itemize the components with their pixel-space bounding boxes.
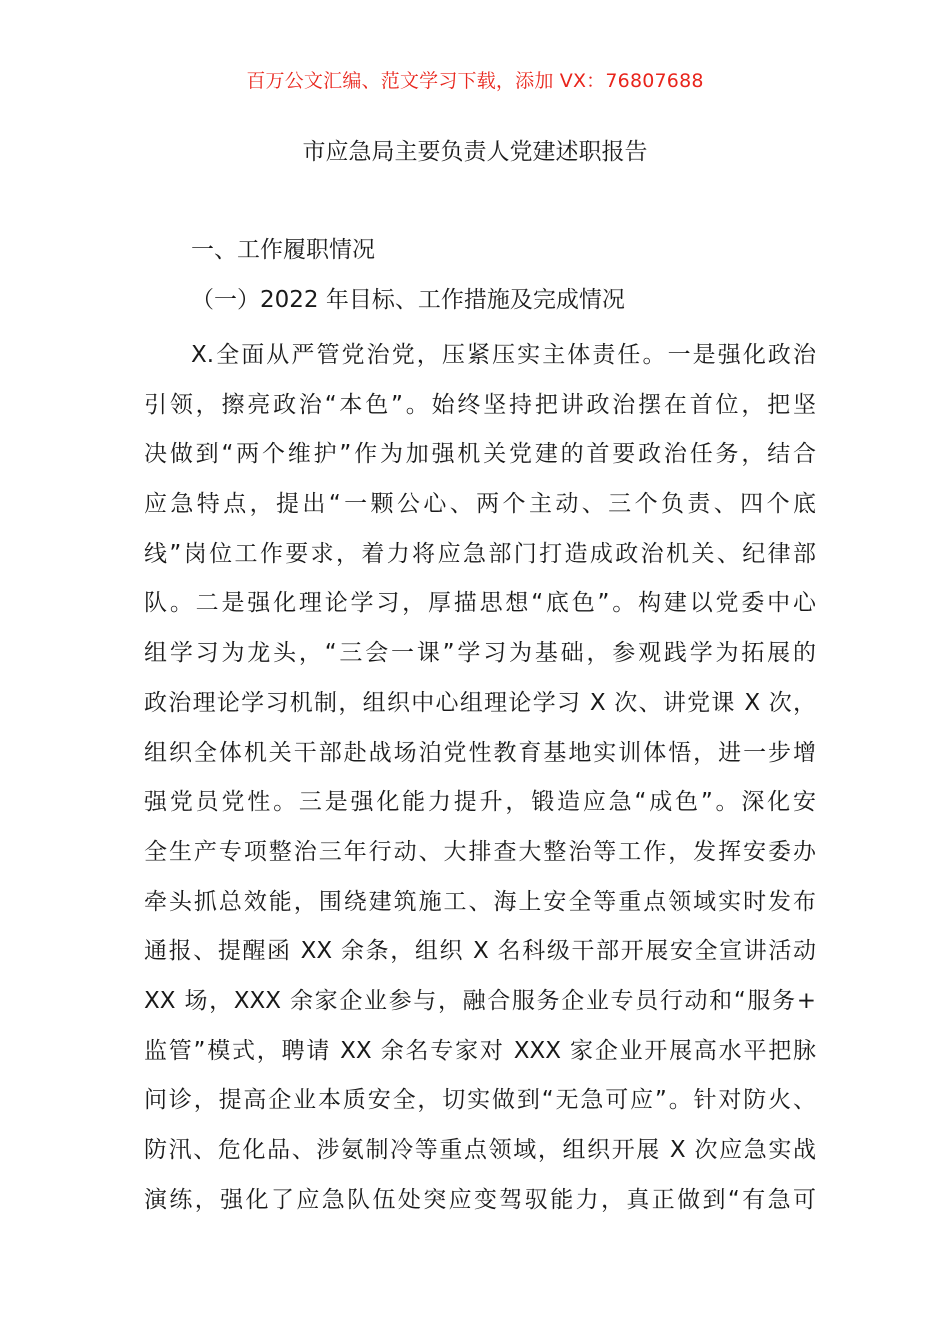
paragraph-line: 组织全体机关干部赴战场泊党性教育基地实训体悟，进一步增 [144, 739, 816, 766]
section-heading: 一、工作履职情况 [191, 237, 375, 263]
watermark-text: 百万公文汇编、范文学习下载，添加 VX：76807688 [246, 70, 704, 92]
paragraph-line: 队。二是强化理论学习，厚描思想“底色”。构建以党委中心 [144, 590, 816, 617]
paragraph-line: 防汛、危化品、涉氨制冷等重点领域，组织开展 X 次应急实战 [144, 1137, 816, 1163]
paragraph-line: 全生产专项整治三年行动、大排查大整治等工作，发挥安委办 [144, 838, 816, 865]
paragraph-line: X.全面从严管党治党，压紧压实主体责任。一是强化政治 [191, 342, 816, 368]
section-subheading: （一）2022 年目标、工作措施及完成情况 [191, 287, 625, 313]
paragraph-line: 应急特点，提出“一颗公心、两个主动、三个负责、四个底 [144, 491, 816, 518]
paragraph-line: 演练，强化了应急队伍处突应变驾驭能力，真正做到“有急可 [144, 1186, 816, 1213]
paragraph-line: 问诊，提高企业本质安全，切实做到“无急可应”。针对防火、 [144, 1087, 816, 1114]
paragraph-line: XX 场，XXX 余家企业参与，融合服务企业专员行动和“服务+ [144, 987, 816, 1014]
body-paragraph [144, 331, 816, 1225]
paragraph-line: 引领，擦亮政治“本色”。始终坚持把讲政治摆在首位，把坚 [144, 391, 816, 418]
paragraph-line: 监管”模式，聘请 XX 余名专家对 XXX 家企业开展高水平把脉 [144, 1037, 816, 1064]
paragraph-line: 决做到“两个维护”作为加强机关党建的首要政治任务，结合 [144, 441, 816, 468]
paragraph-line: 通报、提醒函 XX 余条，组织 X 名科级干部开展安全宣讲活动 [144, 938, 816, 965]
paragraph-line: 牵头抓总效能，围绕建筑施工、海上安全等重点领域实时发布 [144, 888, 816, 915]
paragraph-line: 政治理论学习机制，组织中心组理论学习 X 次、讲党课 X 次， [144, 689, 816, 716]
paragraph-line: 组学习为龙头，“三会一课”学习为基础，参观践学为拓展的 [144, 640, 816, 667]
document-title: 市应急局主要负责人党建述职报告 [302, 139, 648, 165]
paragraph-line: 强党员党性。三是强化能力提升，锻造应急“成色”。深化安 [144, 789, 816, 816]
paragraph-line: 线”岗位工作要求，着力将应急部门打造成政治机关、纪律部 [144, 540, 816, 567]
